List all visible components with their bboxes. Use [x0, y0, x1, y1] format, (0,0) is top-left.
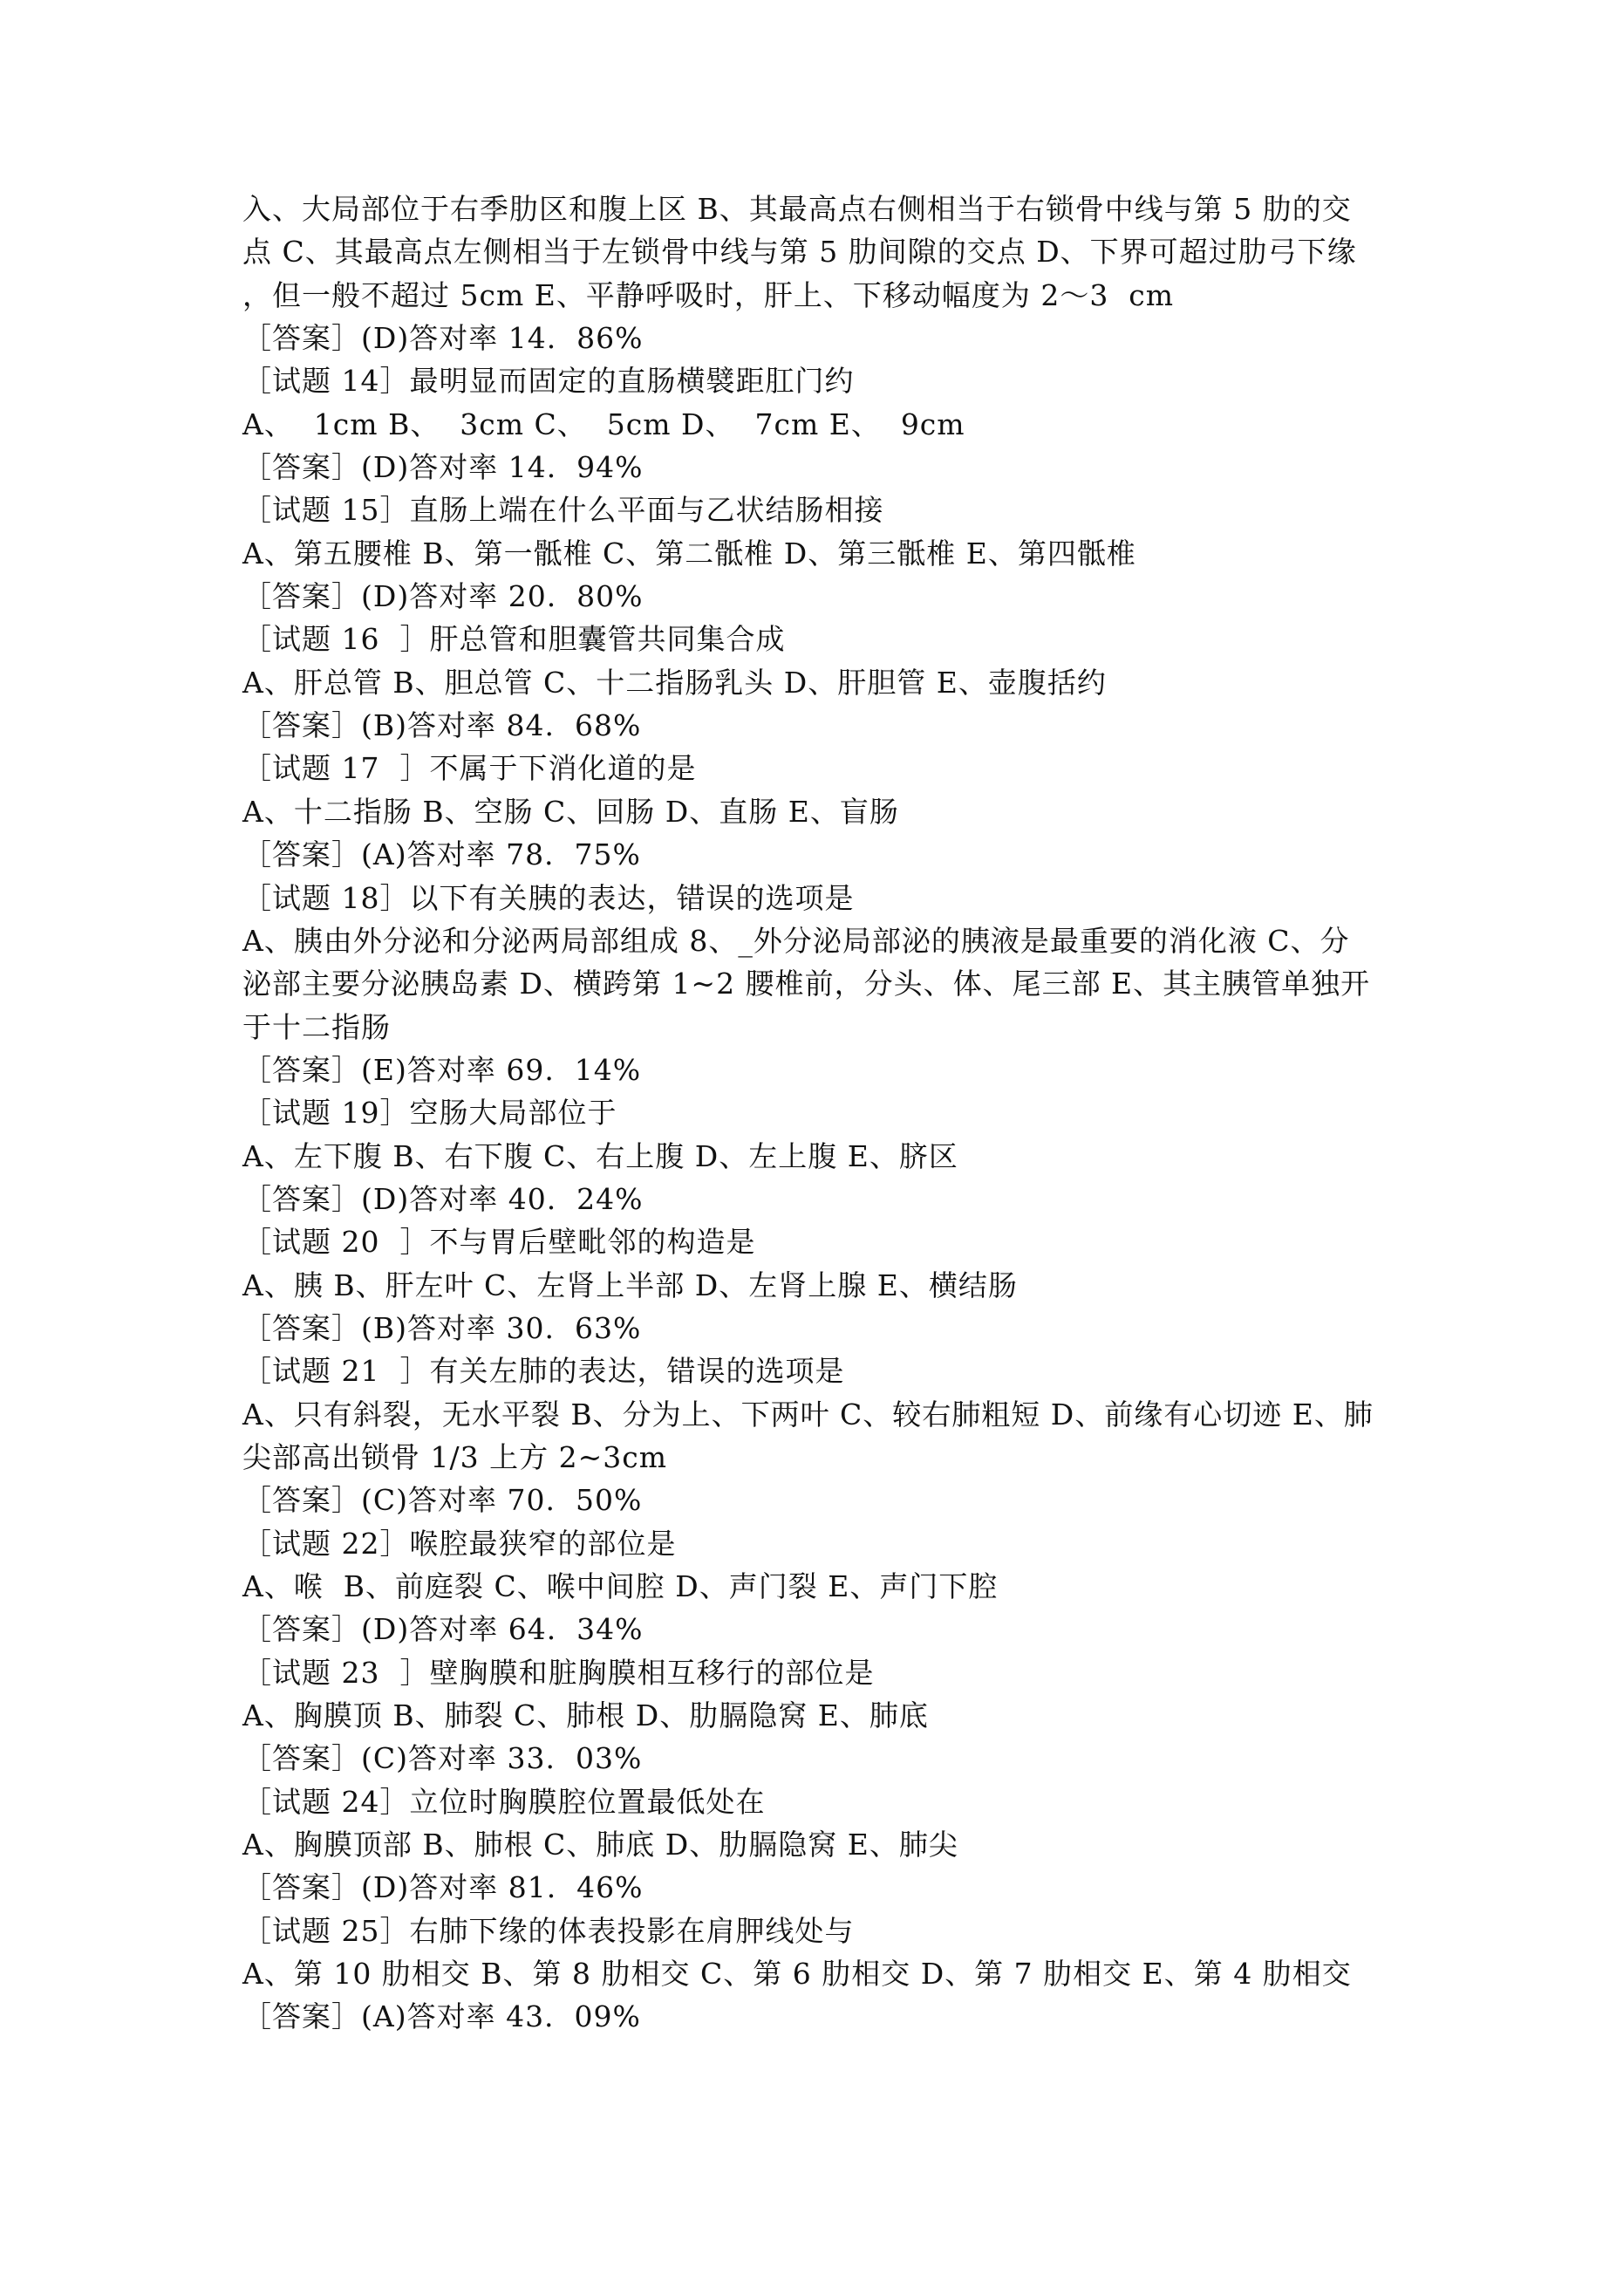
answer-line: ［答案］(A)答对率 43. 09% — [242, 1999, 641, 2034]
question-line: ［试题 25］右肺下缘的体表投影在肩胛线处与 — [242, 1913, 855, 1948]
answer-line: ［答案］(D)答对率 64. 34% — [242, 1612, 644, 1647]
question-line: ［试题 15］直肠上端在什么平面与乙状结肠相接 — [242, 493, 884, 528]
text-line: ，但一般不超过 5cm E、平静呼吸时，肝上、下移动幅度为 2〜3 cm — [242, 277, 1175, 312]
answer-line: ［答案］(D)答对率 40. 24% — [242, 1181, 644, 1216]
options-line: A、胰由外分泌和分泌两局部组成 8、_外分泌局部泌的胰液是最重要的消化液 C、分 — [242, 923, 1350, 958]
answer-line: ［答案］(D)答对率 81. 46% — [242, 1870, 644, 1905]
options-line: 泌部主要分泌胰岛素 D、横跨第 1~2 腰椎前，分头、体、尾三部 E、其主胰管单独开 — [242, 967, 1371, 1001]
options-line: A、胰 B、肝左叶 C、左肾上半部 D、左肾上腺 E、横结肠 — [242, 1268, 1018, 1302]
answer-line: ［答案］(D)答对率 14. 94% — [242, 450, 644, 485]
answer-line: ［答案］(D)答对率 14. 86% — [242, 321, 644, 356]
options-line: A、胸膜顶 B、肺裂 C、肺根 D、肋膈隐窝 E、肺底 — [242, 1698, 929, 1733]
options-line: 于十二指肠 — [242, 1009, 391, 1044]
question-line: ［试题 19］空肠大局部位于 — [242, 1096, 617, 1131]
options-line: 尖部高出锁骨 1/3 上方 2~3cm — [242, 1439, 667, 1474]
question-line: ［试题 22］喉腔最狭窄的部位是 — [242, 1526, 677, 1561]
options-line: A、十二指肠 B、空肠 C、回肠 D、直肠 E、盲肠 — [242, 794, 899, 829]
options-line: A、胸膜顶部 B、肺根 C、肺底 D、肋膈隐窝 E、肺尖 — [242, 1828, 958, 1862]
answer-line: ［答案］(B)答对率 84. 68% — [242, 708, 642, 743]
options-line: A、 1cm B、 3cm C、 5cm D、 7cm E、 9cm — [242, 407, 965, 441]
options-line: A、第 10 肋相交 B、第 8 肋相交 C、第 6 肋相交 D、第 7 肋相交 E、第 4 肋相交 — [242, 1957, 1352, 1992]
question-line: ［试题 17 ］不属于下消化道的是 — [242, 751, 697, 786]
answer-line: ［答案］(C)答对率 33. 03% — [242, 1741, 643, 1776]
answer-line: ［答案］(A)答对率 78. 75% — [242, 837, 641, 872]
question-line: ［试题 23 ］壁胸膜和脏胸膜相互移行的部位是 — [242, 1655, 875, 1690]
answer-line: ［答案］(E)答对率 69. 14% — [242, 1052, 642, 1087]
options-line: A、喉 B、前庭裂 C、喉中间腔 D、声门裂 E、声门下腔 — [242, 1569, 999, 1603]
answer-line: ［答案］(D)答对率 20. 80% — [242, 579, 644, 614]
answer-line: ［答案］(B)答对率 30. 63% — [242, 1310, 642, 1345]
question-line: ［试题 20 ］不与胃后壁毗邻的构造是 — [242, 1225, 756, 1260]
text-line: 入、大局部位于右季肋区和腹上区 B、其最高点右侧相当于右锁骨中线与第 5 肋的交 — [242, 192, 1352, 226]
options-line: A、左下腹 B、右下腹 C、右上腹 D、左上腹 E、脐区 — [242, 1138, 958, 1173]
question-line: ［试题 24］立位时胸膜腔位置最低处在 — [242, 1784, 766, 1819]
document-page — [242, 188, 1394, 2039]
question-line: ［试题 18］以下有关胰的表达，错误的选项是 — [242, 880, 855, 915]
options-line: A、第五腰椎 B、第一骶椎 C、第二骶椎 D、第三骶椎 E、第四骶椎 — [242, 536, 1136, 571]
options-line: A、只有斜裂，无水平裂 B、分为上、下两叶 C、较右肺粗短 D、前缘有心切迹 E、肺 — [242, 1397, 1374, 1432]
options-line: A、肝总管 B、胆总管 C、十二指肠乳头 D、肝胆管 E、壶腹括约 — [242, 665, 1107, 700]
text-line: 点 C、其最高点左侧相当于左锁骨中线与第 5 肋间隙的交点 D、下界可超过肋弓下缘 — [242, 235, 1357, 270]
answer-line: ［答案］(C)答对率 70. 50% — [242, 1483, 643, 1518]
question-line: ［试题 21 ］有关左肺的表达，错误的选项是 — [242, 1354, 845, 1389]
question-line: ［试题 14］最明显而固定的直肠横襞距肛门约 — [242, 364, 855, 399]
question-line: ［试题 16 ］肝总管和胆囊管共同集合成 — [242, 622, 786, 657]
